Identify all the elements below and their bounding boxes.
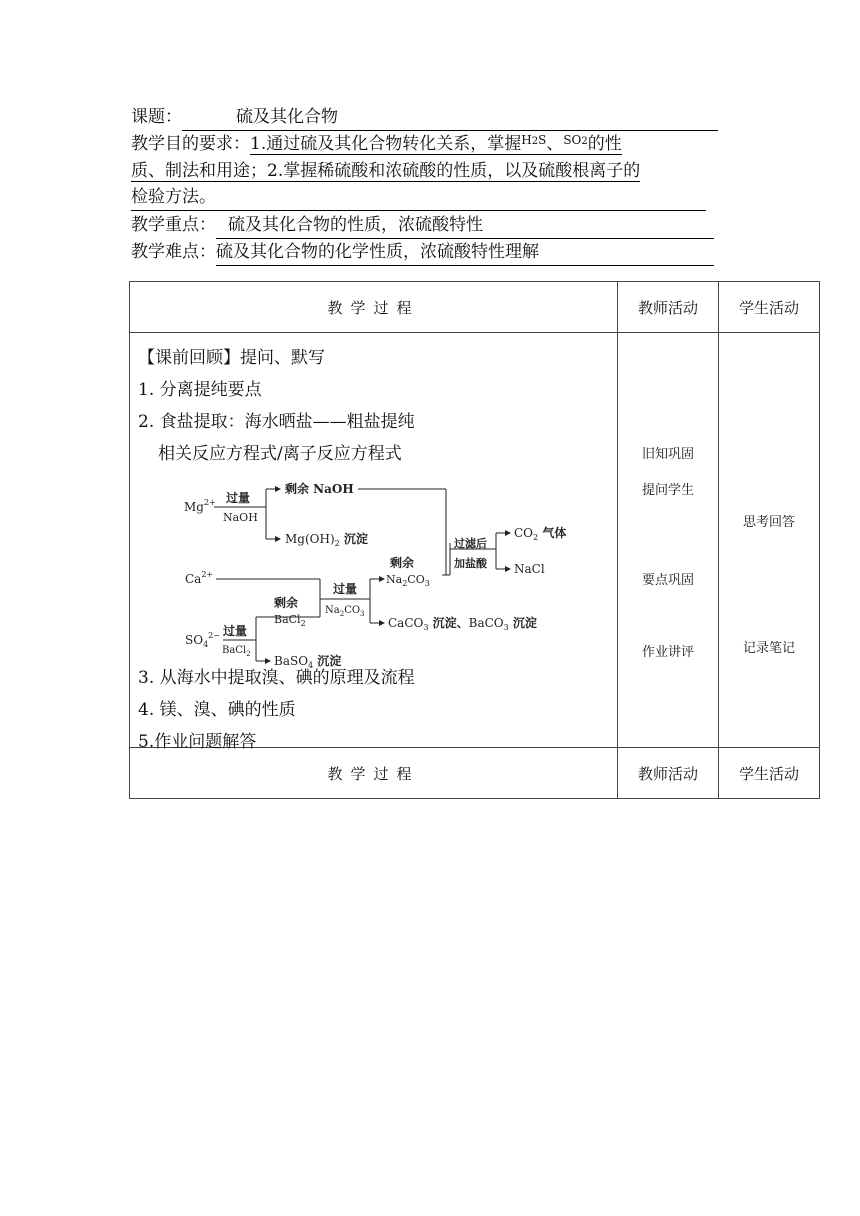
label-mgoh2: $Mg(OH)_2$ 沉淀 (285, 532, 368, 548)
student-activity-1: 思考回答 (742, 515, 795, 530)
label-excess-1: 过量 (226, 491, 251, 505)
content-line-1: 1. 分离提纯要点 (138, 380, 262, 400)
goal-text-1: 1.通过硫及其化合物转化关系，掌握$^{H2S}$、$^{SO2}$的性 (250, 133, 622, 154)
label-remain-2: 剩余 (274, 596, 299, 610)
label-bacl2-remain: BaCl$_2$ (274, 613, 306, 628)
key-points-line (131, 212, 731, 239)
chem-so2: SO2 (563, 133, 588, 147)
goal-text-2: 质、制法和用途；2.掌握稀硫酸和浓硫酸的性质，以及硫酸根离子的 (131, 161, 641, 181)
header-teacher: 教师活动 (618, 282, 719, 333)
ion-ca: $Ca^{2+}$ (185, 570, 214, 586)
student-activity-2: 记录笔记 (742, 641, 795, 656)
teacher-activity-3: 要点巩固 (641, 573, 694, 588)
content-line-3: 3. 从海水中提取溴、碘的原理及流程 (138, 668, 415, 688)
label-nacl: NaCl (514, 562, 545, 576)
label-co2: $CO_2$ 气体 (514, 526, 567, 542)
goal-text-3: 检验方法。 (131, 184, 706, 211)
topic-value: 硫及其化合物 (182, 104, 718, 131)
label-naoh: NaOH (223, 511, 258, 524)
content-line-equations: 相关反应方程式/离子反应方程式 (158, 444, 402, 464)
label-na2co3-remain: $Na_2CO_3$ (386, 573, 430, 588)
label-caco3-baco3: CaCO$_3$ 沉淀、BaCO$_3$ 沉淀 (388, 616, 537, 632)
teacher-activity-2: 提问学生 (641, 483, 694, 498)
difficulty-line (131, 239, 731, 266)
salt-purification-diagram (130, 471, 617, 670)
difficulty-value: 硫及其化合物的化学性质，浓硫酸特性理解 (216, 239, 714, 266)
content-line-5: 5.作业问题解答 (138, 732, 257, 752)
topic-line (131, 104, 731, 131)
difficulty-label: 教学难点： (131, 242, 216, 262)
label-filter: 过滤后 (454, 537, 487, 550)
content-line-4: 4. 镁、溴、碘的性质 (138, 700, 296, 720)
content-line-review: 【课前回顾】提问、默写 (138, 348, 325, 368)
label-bacl2: BaCl$_2$ (222, 645, 251, 658)
label-excess-3: 过量 (223, 624, 248, 638)
footer-student: 学生活动 (719, 748, 820, 799)
header-student: 学生活动 (719, 282, 820, 333)
goal-label: 教学目的要求： (131, 134, 250, 154)
label-na2co3: $Na_2CO_3$ (325, 605, 365, 618)
footer-process: 教学过程 (130, 748, 618, 799)
key-label: 教学重点： (131, 215, 216, 235)
table-body-row (130, 333, 820, 748)
ion-so4: $SO_4^{2-}$ (185, 631, 220, 649)
label-remain-naoh: 剩余 NaOH (285, 482, 354, 496)
label-add-hcl: 加盐酸 (454, 557, 487, 570)
content-line-2: 2. 食盐提取：海水晒盐——粗盐提纯 (138, 412, 415, 432)
topic-label: 课题： (131, 107, 182, 127)
header-process: 教学过程 (130, 282, 618, 333)
key-value: 硫及其化合物的性质，浓硫酸特性 (216, 212, 714, 239)
process-content (130, 333, 618, 752)
goal-line-1 (131, 131, 731, 160)
label-baso4: BaSO$_4$ 沉淀 (274, 654, 342, 670)
table-header-row (130, 282, 820, 333)
goal-line-2 (131, 158, 731, 184)
table-footer-row (130, 748, 820, 799)
teaching-process-table (129, 281, 820, 799)
teacher-activity-cell (618, 333, 719, 748)
label-remain-1: 剩余 (390, 556, 415, 570)
teacher-activity-4: 作业讲评 (641, 645, 694, 660)
goal-line-3 (131, 184, 731, 211)
footer-teacher: 教师活动 (618, 748, 719, 799)
student-activity-cell (719, 333, 820, 748)
label-excess-2: 过量 (333, 582, 358, 596)
chem-h2s: H2S (521, 133, 547, 147)
ion-mg: $Mg^{2+}$ (184, 498, 216, 514)
teacher-activity-1: 旧知巩固 (641, 447, 694, 462)
